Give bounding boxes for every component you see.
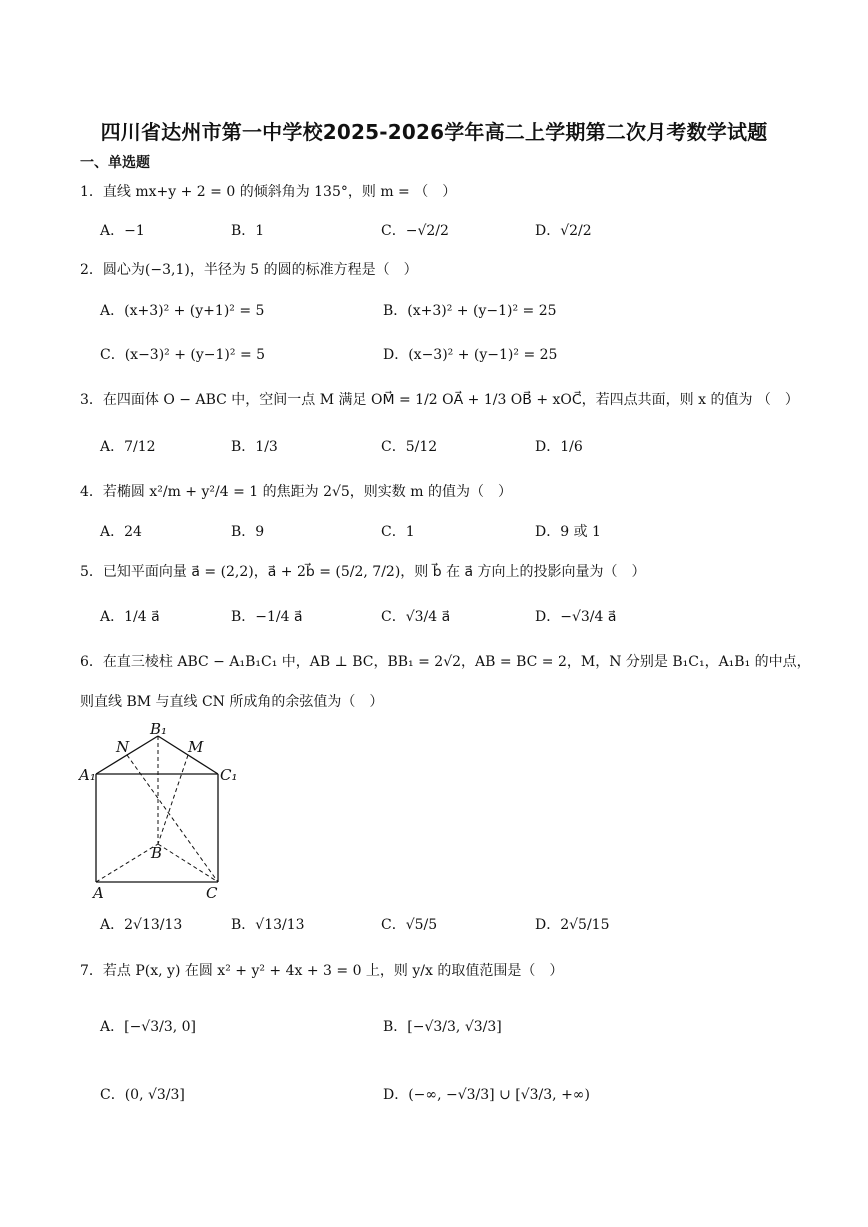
question-4-option-d[interactable]: D．9 或 1 — [535, 524, 601, 540]
label-m: M — [188, 738, 204, 756]
label-b1: B₁ — [150, 720, 168, 738]
question-6-stem: 6．在直三棱柱 ABC − A₁B₁C₁ 中，AB ⊥ BC，BB₁ = 2√2，AB = BC = 2，M，N 分别是 B₁C₁，A₁B₁ 的中点， — [80, 654, 811, 670]
question-3-option-c[interactable]: C．5/12 — [381, 439, 438, 455]
prism-figure — [78, 718, 248, 904]
question-5-option-a[interactable]: A．1/4 a⃗ — [100, 609, 160, 625]
question-1-option-c[interactable]: C．−√2/2 — [381, 223, 449, 239]
question-3-stem: 3．在四面体 O − ABC 中，空间一点 M 满足 OM⃗ = 1/2 OA⃗ + 1/3 OB⃗ + xOC⃗，若四点共面，则 x 的值为 （ ） — [80, 392, 799, 408]
question-5-option-d[interactable]: D．−√3/4 a⃗ — [535, 609, 617, 625]
question-5-option-b[interactable]: B．−1/4 a⃗ — [231, 609, 303, 625]
question-5-stem: 5．已知平面向量 a⃗ = (2,2)，a⃗ + 2b⃗ = (5/2, 7/2)，则 b⃗ 在 a⃗ 方向上的投影向量为（ ） — [80, 564, 646, 580]
question-2-option-d[interactable]: D．(x−3)² + (y−1)² = 25 — [383, 347, 558, 363]
question-2-option-c[interactable]: C．(x−3)² + (y−1)² = 5 — [100, 347, 266, 363]
question-5-option-c[interactable]: C．√3/4 a⃗ — [381, 609, 451, 625]
question-2-option-a[interactable]: A．(x+3)² + (y+1)² = 5 — [100, 303, 265, 319]
label-b: B — [151, 844, 163, 862]
question-7-option-b[interactable]: B．[−√3/3, √3/3] — [383, 1019, 502, 1035]
question-6-option-b[interactable]: B．√13/13 — [231, 917, 305, 933]
question-7-option-a[interactable]: A．[−√3/3, 0] — [100, 1019, 197, 1035]
question-4-option-a[interactable]: A．24 — [100, 524, 142, 540]
question-2-option-b[interactable]: B．(x+3)² + (y−1)² = 25 — [383, 303, 557, 319]
question-3-option-a[interactable]: A．7/12 — [100, 439, 156, 455]
label-c: C — [206, 884, 218, 902]
question-2-stem: 2．圆心为(−3,1)，半径为 5 的圆的标准方程是（ ） — [80, 262, 418, 278]
question-3-option-d[interactable]: D．1/6 — [535, 439, 583, 455]
label-a1: A₁ — [79, 766, 96, 784]
question-3-option-b[interactable]: B．1/3 — [231, 439, 278, 455]
question-6-option-a[interactable]: A．2√13/13 — [100, 917, 183, 933]
question-1-option-d[interactable]: D．√2/2 — [535, 223, 592, 239]
question-6-option-c[interactable]: C．√5/5 — [381, 917, 438, 933]
question-6-option-d[interactable]: D．2√5/15 — [535, 917, 610, 933]
label-c1: C₁ — [220, 766, 238, 784]
question-1-stem: 1．直线 mx+y + 2 = 0 的倾斜角为 135°，则 m = （ ） — [80, 184, 457, 200]
exam-title: 四川省达州市第一中学校2025-2026学年高二上学期第二次月考数学试题 — [100, 120, 768, 144]
question-7-option-c[interactable]: C．(0, √3/3] — [100, 1087, 185, 1103]
section-heading: 一、单选题 — [80, 155, 150, 171]
question-4-option-b[interactable]: B．9 — [231, 524, 265, 540]
question-6-stem-continued: 则直线 BM 与直线 CN 所成角的余弦值为（ ） — [80, 694, 384, 710]
question-4-option-c[interactable]: C．1 — [381, 524, 415, 540]
question-1-option-a[interactable]: A．−1 — [100, 223, 145, 239]
question-7-stem: 7．若点 P(x, y) 在圆 x² + y² + 4x + 3 = 0 上，则 y/x 的取值范围是（ ） — [80, 963, 564, 979]
label-n: N — [116, 738, 130, 756]
label-a: A — [93, 884, 104, 902]
question-7-option-d[interactable]: D．(−∞, −√3/3] ∪ [√3/3, +∞) — [383, 1087, 590, 1103]
question-1-option-b[interactable]: B．1 — [231, 223, 265, 239]
question-4-stem: 4．若椭圆 x²/m + y²/4 = 1 的焦距为 2√5，则实数 m 的值为（ ） — [80, 484, 512, 500]
